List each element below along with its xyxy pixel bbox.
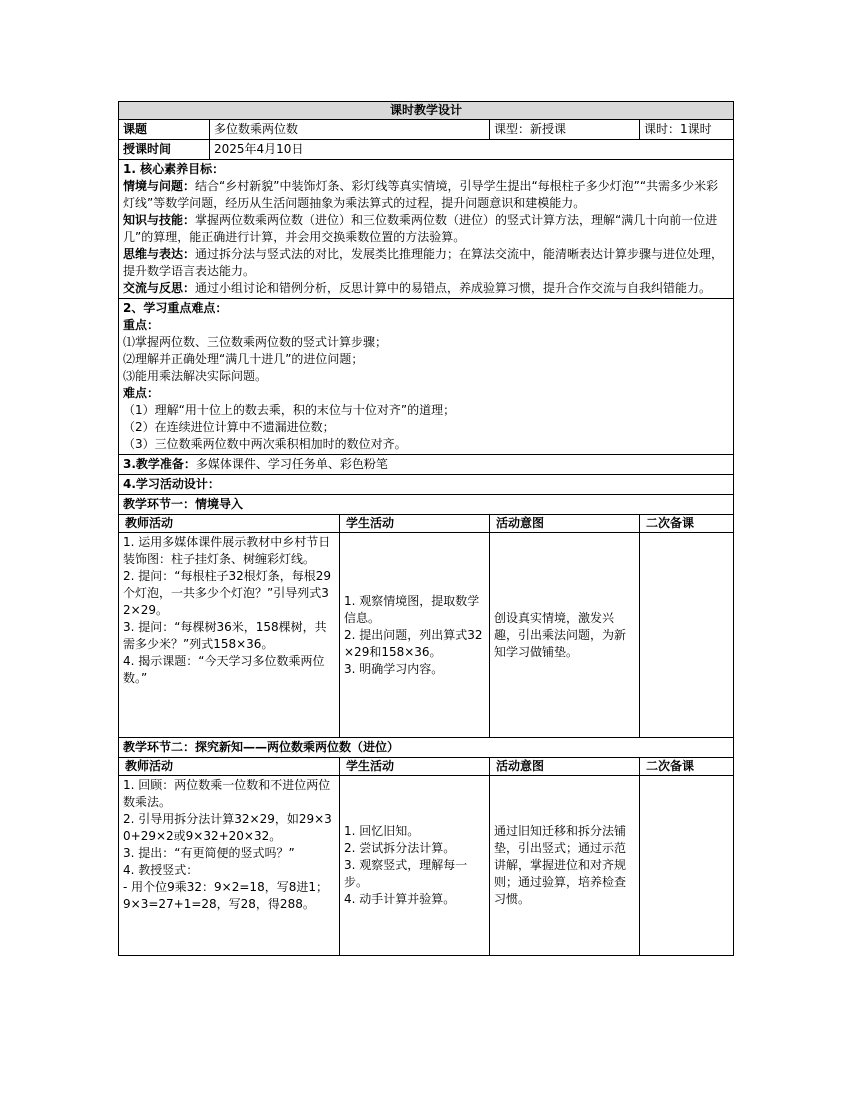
date-label: 授课时间 xyxy=(119,140,210,160)
segment-title: 教学环节二：探究新知——两位数乘两位数（进位） xyxy=(119,738,734,758)
lesson-type: 课型：新授课 xyxy=(490,120,640,140)
teacher-step: 3. 提问：“每棵树36米，158棵树，共需多少米？”列式158×36。 xyxy=(123,620,327,651)
col-activity-intent: 活动意图 xyxy=(490,515,640,533)
second-prep-cell xyxy=(640,776,734,956)
activity-intent-cell: 创设真实情境，激发兴趣，引出乘法问题，为新知学习做铺垫。 xyxy=(490,533,640,738)
goals-heading: 1. 核心素养目标： xyxy=(123,162,225,176)
teacher-step: 2. 引导用拆分法计算32×29，如29×30+29×2或9×32+20×32。 xyxy=(123,812,332,843)
segment-title: 教学环节一：情境导入 xyxy=(119,495,734,515)
student-activity-cell xyxy=(340,533,490,738)
teacher-step: - 用个位9乘32：9×2=18，写8进1；9×3=27+1=28，写28，得288。 xyxy=(123,880,328,911)
teacher-activity-cell xyxy=(119,533,340,738)
student-step: 4. 动手计算并验算。 xyxy=(344,892,456,906)
teacher-activity-cell xyxy=(119,776,340,956)
teacher-step: 1. 回顾：两位数乘一位数和不进位两位数乘法。 xyxy=(123,778,331,809)
prep-text: 多媒体课件、学习任务单、彩色粉笔 xyxy=(195,457,388,471)
teacher-step: 1. 运用多媒体课件展示教材中乡村节日装饰图：柱子挂灯条、树缠彩灯线。 xyxy=(123,535,331,566)
goal-label: 知识与技能： xyxy=(123,213,196,227)
lesson-plan-table xyxy=(118,101,734,956)
focus-item: ⑵理解并正确处理“满几十进几”的进位问题； xyxy=(123,352,364,366)
lesson-hours: 课时：1课时 xyxy=(640,120,734,140)
goal-item xyxy=(123,212,729,246)
student-step: 3. 观察竖式，理解每一步。 xyxy=(344,858,468,889)
core-goals-section xyxy=(119,160,734,299)
activity-design-heading: 4.学习活动设计： xyxy=(119,475,734,495)
goal-text: 通过小组讨论和错例分析，反思计算中的易错点，养成验算习惯，提升合作交流与自我纠错能力。 xyxy=(195,281,712,295)
focus-label: 重点： xyxy=(123,318,160,332)
student-step: 2. 提出问题，列出算式32×29和158×36。 xyxy=(344,627,483,659)
document-title: 课时教学设计 xyxy=(119,102,734,120)
student-step: 1. 回忆旧知。 xyxy=(344,824,420,838)
col-teacher-activity: 教师活动 xyxy=(119,515,340,533)
lesson-plan-document xyxy=(118,101,733,956)
student-activity-cell xyxy=(340,776,490,956)
col-student-activity: 学生活动 xyxy=(340,758,490,776)
goal-label: 交流与反思： xyxy=(123,281,196,295)
col-second-prep: 二次备课 xyxy=(640,758,734,776)
difficulty-label: 难点： xyxy=(123,386,160,400)
activity-intent-cell: 通过旧知迁移和拆分法铺垫，引出竖式；通过示范讲解，掌握进位和对齐规则；通过验算，培养检查习惯。 xyxy=(490,776,640,956)
goal-item xyxy=(123,280,729,297)
second-prep-cell xyxy=(640,533,734,738)
goal-label: 情境与问题： xyxy=(123,179,196,193)
goal-item xyxy=(123,246,729,280)
difficulty-item: （1）理解“用十位上的数去乘，积的末位与十位对齐”的道理； xyxy=(123,403,456,417)
col-activity-intent: 活动意图 xyxy=(490,758,640,776)
student-step: 3. 明确学习内容。 xyxy=(344,661,444,676)
topic-value: 多位数乘两位数 xyxy=(210,120,490,140)
date-value: 2025年4月10日 xyxy=(210,140,734,160)
keypoints-heading: 2、学习重点难点： xyxy=(123,301,228,315)
difficulty-item: （3）三位数乘两位数中两次乘积相加时的数位对齐。 xyxy=(123,437,407,451)
teacher-step: 2. 提问：“每根柱子32根灯条，每根29个灯泡，一共多少个灯泡？”引导列式32×29。 xyxy=(123,569,332,617)
student-step: 2. 尝试拆分法计算。 xyxy=(344,841,456,855)
difficulty-item: （2）在连续进位计算中不遗漏进位数； xyxy=(123,420,335,434)
teacher-step: 4. 教授竖式： xyxy=(123,863,199,877)
focus-item: ⑴掌握两位数、三位数乘两位数的竖式计算步骤； xyxy=(123,335,388,349)
goal-text: 结合“乡村新貌”中装饰灯条、彩灯线等真实情境，引导学生提出“每根柱子多少灯泡”“共需多少米彩灯线”等数学问题，经历从生活问题抽象为乘法算式的过程，提升问题意识和建模能力。 xyxy=(123,179,719,210)
student-step: 1. 观察情境图，提取数学信息。 xyxy=(344,593,480,625)
col-teacher-activity: 教师活动 xyxy=(119,758,340,776)
col-second-prep: 二次备课 xyxy=(640,515,734,533)
col-student-activity: 学生活动 xyxy=(340,515,490,533)
goal-text: 掌握两位数乘两位数（进位）和三位数乘两位数（进位）的竖式计算方法，理解“满几十向前一位进几”的算理，能正确进行计算，并会用交换乘数位置的方法验算。 xyxy=(123,213,718,244)
goal-item xyxy=(123,178,729,212)
key-points-section xyxy=(119,299,734,455)
teaching-prep xyxy=(119,455,734,475)
prep-label: 3.教学准备： xyxy=(123,457,196,471)
goal-text: 通过拆分法与竖式法的对比，发展类比推理能力；在算法交流中，能清晰表达计算步骤与进位处理，提升数学语言表达能力。 xyxy=(123,247,724,278)
teacher-step: 4. 揭示课题：“今天学习多位数乘两位数。” xyxy=(123,654,325,685)
focus-item: ⑶能用乘法解决实际问题。 xyxy=(123,369,268,383)
teacher-step: 3. 提出：“有更简便的竖式吗？” xyxy=(123,846,295,860)
goal-label: 思维与表达： xyxy=(123,247,196,261)
topic-label: 课题 xyxy=(119,120,210,140)
